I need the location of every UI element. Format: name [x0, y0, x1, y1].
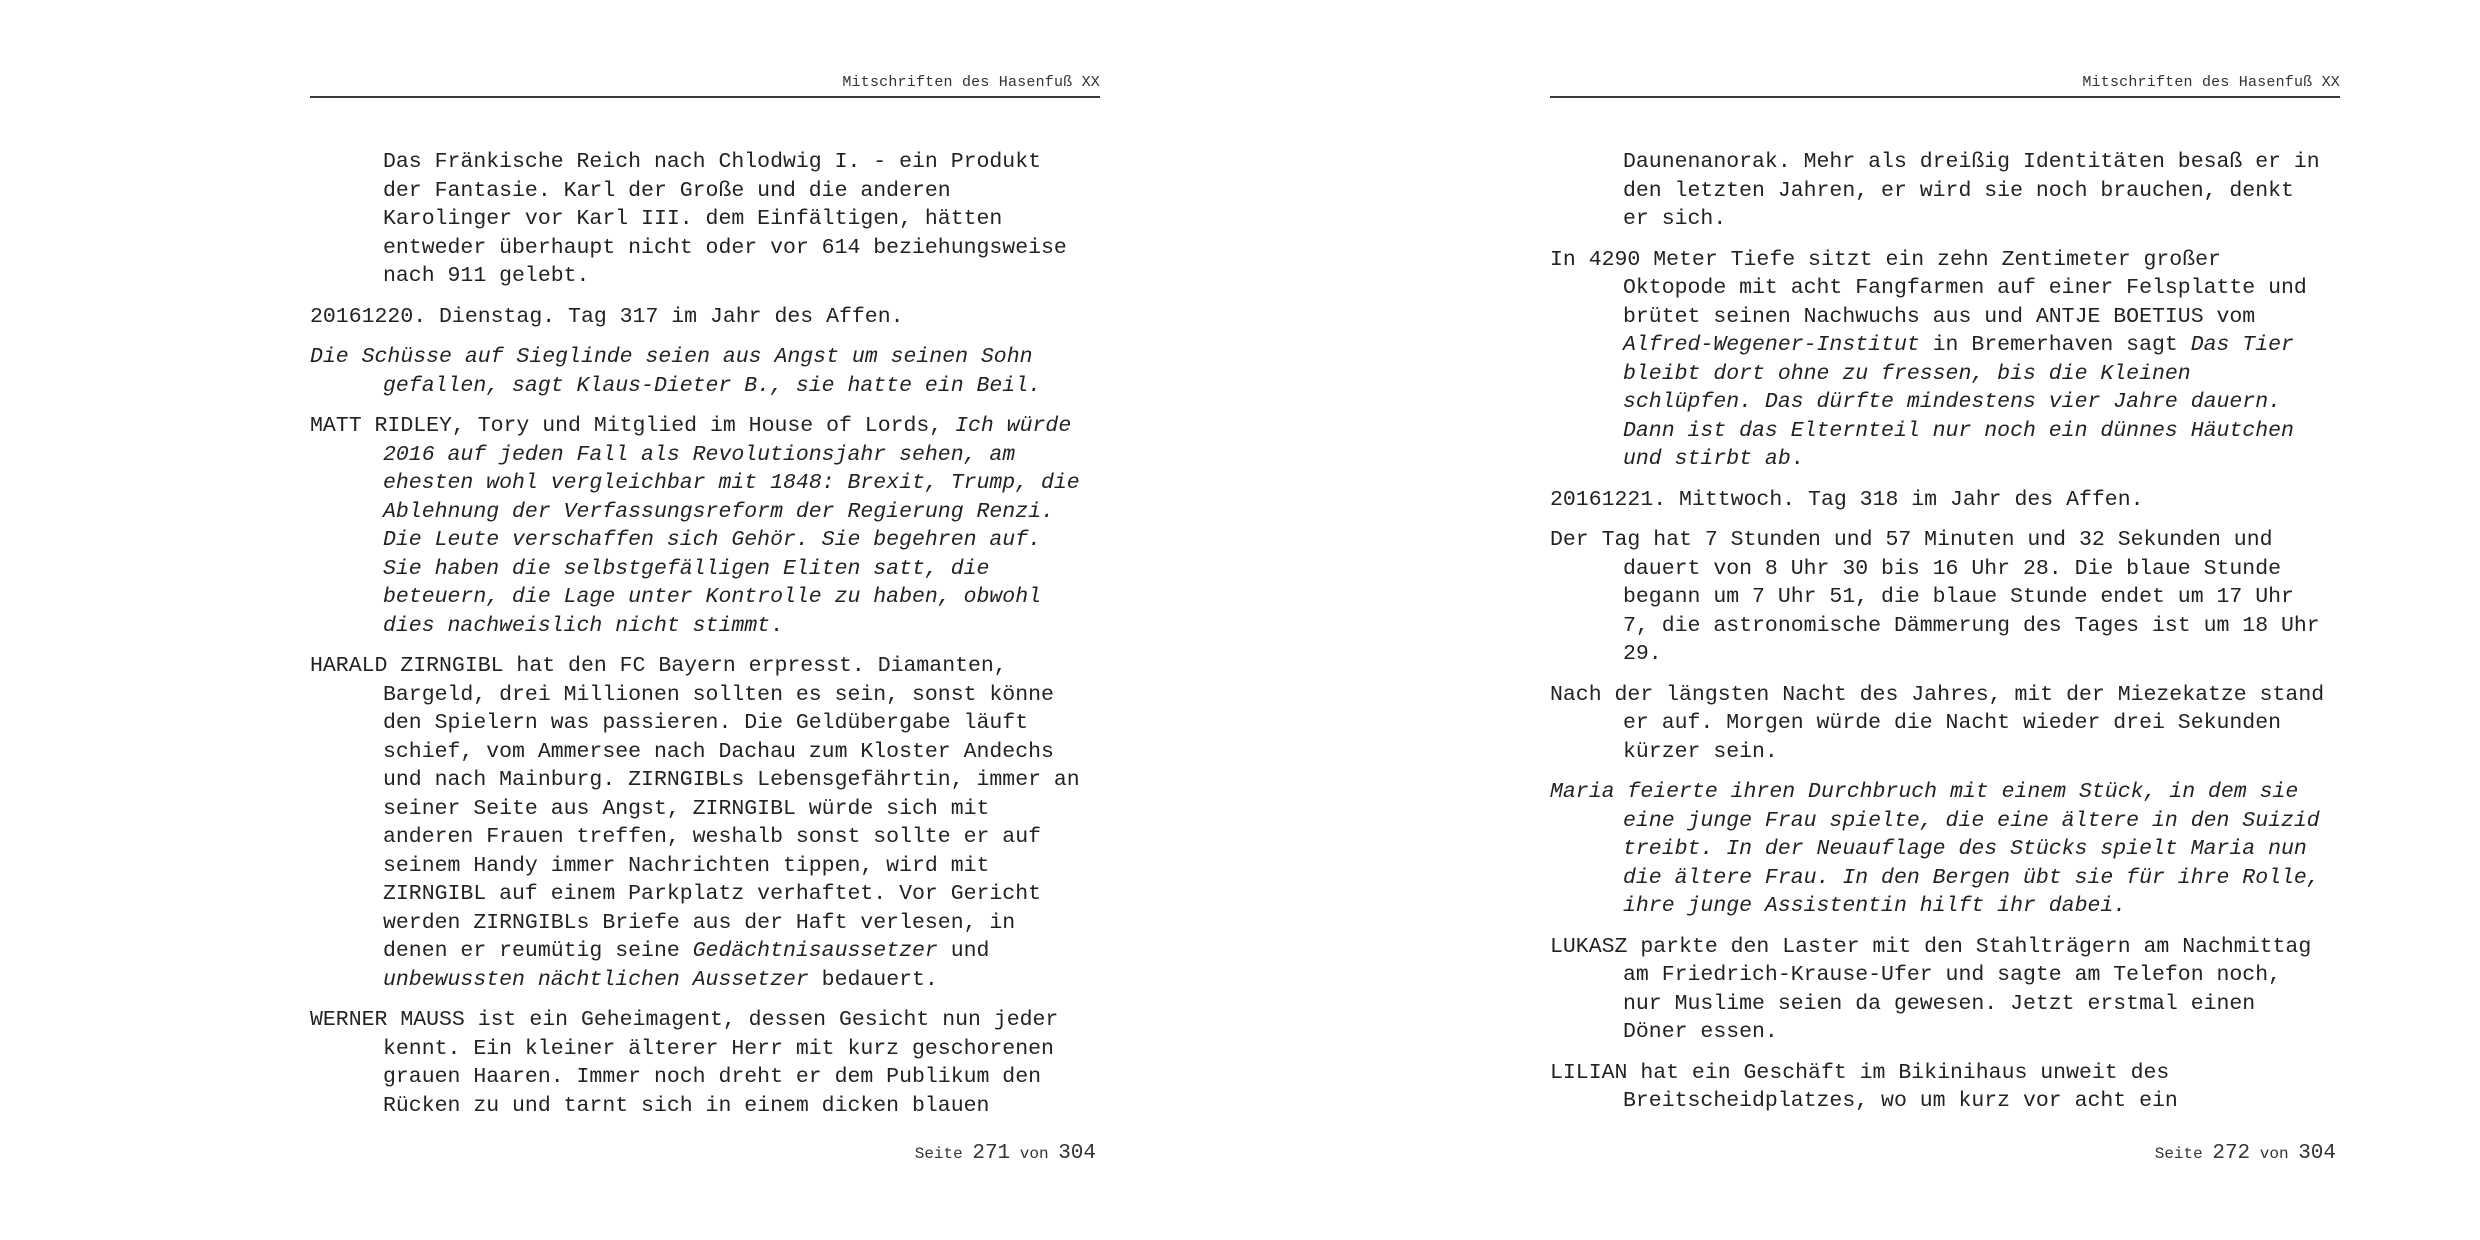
page-body [1550, 148, 2342, 1128]
paragraph [310, 1006, 1102, 1120]
text-run: . [770, 613, 783, 638]
text-run: In 4290 Meter Tiefe sitzt ein zehn Zentimeter großer Oktopode mit acht Fangfarmen auf einer Felsplatte und brütet seinen Nachwuchs aus und ANTJE BOETIUS vom [1550, 247, 2307, 329]
page-number: 271 [972, 1142, 1011, 1165]
text-run: LILIAN hat ein Geschäft im Bikinihaus unweit des Breitscheidplatzes, wo um kurz vor acht ein [1550, 1060, 2178, 1113]
paragraph [310, 148, 1102, 291]
page-total: 304 [1058, 1142, 1096, 1165]
text-run: HARALD ZIRNGIBL hat den FC Bayern erpresst. Diamanten, Bargeld, drei Millionen sollten es sein, sonst könne den Spielern was passieren. Die Geldübergabe läuft schief, vom Ammersee nach Dachau zum Kloster Andechs und nach Mainburg. ZIRNGIBLs Lebensgefährtin, immer an seiner Seite aus Angst, ZIRNGIBL würde sich mit anderen Frauen treffen, weshalb sonst sollte er auf seinem Handy immer Nachrichten tippen, wird mit ZIRNGIBL auf einem Parkplatz verhaftet. Vor Gericht werden ZIRNGIBLs Briefe aus der Haft verlesen, in denen er reumütig seine [310, 654, 1080, 963]
text-run: LUKASZ parkte den Laster mit den Stahlträgern am Nachmittag am Friedrich-Krause-Ufer und sagte am Telefon noch, nur Muslime seien da gewesen. Jetzt erstmal einen Döner essen. [1550, 934, 2312, 1044]
italic-text: Das Tier bleibt dort ohne zu fressen, bis die Kleinen schlüpfen. Das dürfte mindestens vier Jahre dauern. Dann ist das Elternteil nur noch ein dünnes Häutchen und stirbt ab [1623, 333, 2294, 471]
paragraph [310, 343, 1102, 400]
page-footer [1550, 1142, 2336, 1165]
text-run: Nach der längsten Nacht des Jahres, mit der Miezekatze stand er auf. Morgen würde die Nacht wieder drei Sekunden kürzer sein. [1550, 682, 2325, 764]
paragraph [1550, 486, 2342, 515]
page-footer [310, 1142, 1096, 1165]
text-run: Das Fränkische Reich nach Chlodwig I. - ein Produkt der Fantasie. Karl der Große und die anderen Karolinger vor Karl III. dem Einfältigen, hätten entweder überhaupt nicht oder vor 614 beziehungsweise nach 911 gelebt. [383, 150, 1067, 288]
text-run: Maria feierte ihren Durchbruch mit einem Stück, in dem sie eine junge Frau spielte, die eine ältere in den Suizid treibt. In der Neuauflage des Stücks spielt Maria nun die ältere Frau. In den Bergen übt sie für ihre Rolle, ihre junge Assistentin hilft ihr dabei. [1550, 780, 2320, 918]
text-run: 20161221. Mittwoch. Tag 318 im Jahr des Affen. [1550, 487, 2144, 512]
paragraph [1550, 933, 2342, 1047]
text-run: und [950, 939, 990, 963]
header-rule [1550, 96, 2340, 98]
text-run: Die Schüsse auf Sieglinde seien aus Angst um seinen Sohn gefallen, sagt Klaus-Dieter B., sie hatte ein Beil. [310, 345, 1042, 398]
page-body [310, 148, 1102, 1132]
footer-of: von [2259, 1145, 2289, 1163]
paragraph [1550, 1059, 2342, 1116]
footer-of: von [1019, 1145, 1049, 1163]
header-rule [310, 96, 1100, 98]
text-run: 20161220. Dienstag. Tag 317 im Jahr des Affen. [310, 304, 904, 329]
italic-text: Ich würde 2016 auf jeden Fall als Revolutionsjahr sehen, am ehesten wohl vergleichbar mit 1848: Brexit, Trump, die Ablehnung der Verfassungsreform der Regierung Renzi. Die Leute verschaffen sich Gehör. Sie begehren auf. Sie haben die selbstgefälligen Eliten satt, die beteuern, die Lage unter Kontrolle zu haben, obwohl dies nachweislich nicht stimmt [383, 414, 1080, 638]
footer-label: Seite [914, 1145, 963, 1163]
text-run: WERNER MAUSS ist ein Geheimagent, dessen Gesicht nun jeder kennt. Ein kleiner älterer Herr mit kurz geschorenen grauen Haaren. Immer noch dreht er dem Publikum den Rücken zu und tarnt sich in einem dicken blauen [310, 1008, 1059, 1118]
paragraph [1550, 148, 2342, 234]
running-head: Mitschriften des Hasenfuß XX [842, 74, 1100, 91]
text-run: Daunenanorak. Mehr als dreißig Identitäten besaß er in den letzten Jahren, er wird sie noch brauchen, denkt er sich. [1623, 150, 2320, 231]
running-head: Mitschriften des Hasenfuß XX [2082, 74, 2340, 91]
italic-text: Gedächtnisaussetzer [692, 939, 938, 963]
text-run: . [1790, 447, 1804, 471]
footer-label: Seite [2154, 1145, 2203, 1163]
text-run: bedauert. [808, 967, 938, 992]
italic-text: Alfred-Wegener-Institut [1623, 333, 1920, 357]
left-page [310, 0, 1110, 1240]
paragraph [1550, 526, 2342, 669]
paragraph [1550, 778, 2342, 921]
italic-text: unbewussten nächtlichen Aussetzer [383, 967, 809, 992]
paragraph [310, 303, 1102, 332]
page-number: 272 [2212, 1142, 2251, 1165]
paragraph [310, 412, 1102, 640]
text-run: MATT RIDLEY, Tory und Mitglied im House of Lords, [310, 414, 956, 438]
text-run: in Bremerhaven sagt [1919, 333, 2191, 357]
text-run: Der Tag hat 7 Stunden und 57 Minuten und 32 Sekunden und dauert von 8 Uhr 30 bis 16 Uhr 28. Die blaue Stunde begann um 7 Uhr 51, die blaue Stunde endet um 17 Uhr 7, die astronomische Dämmerung des Tages ist um 18 Uhr 29. [1550, 528, 2320, 666]
paragraph [1550, 246, 2342, 474]
right-page [1550, 0, 2350, 1240]
page-total: 304 [2298, 1142, 2336, 1165]
paragraph [310, 652, 1102, 994]
paragraph [1550, 681, 2342, 767]
